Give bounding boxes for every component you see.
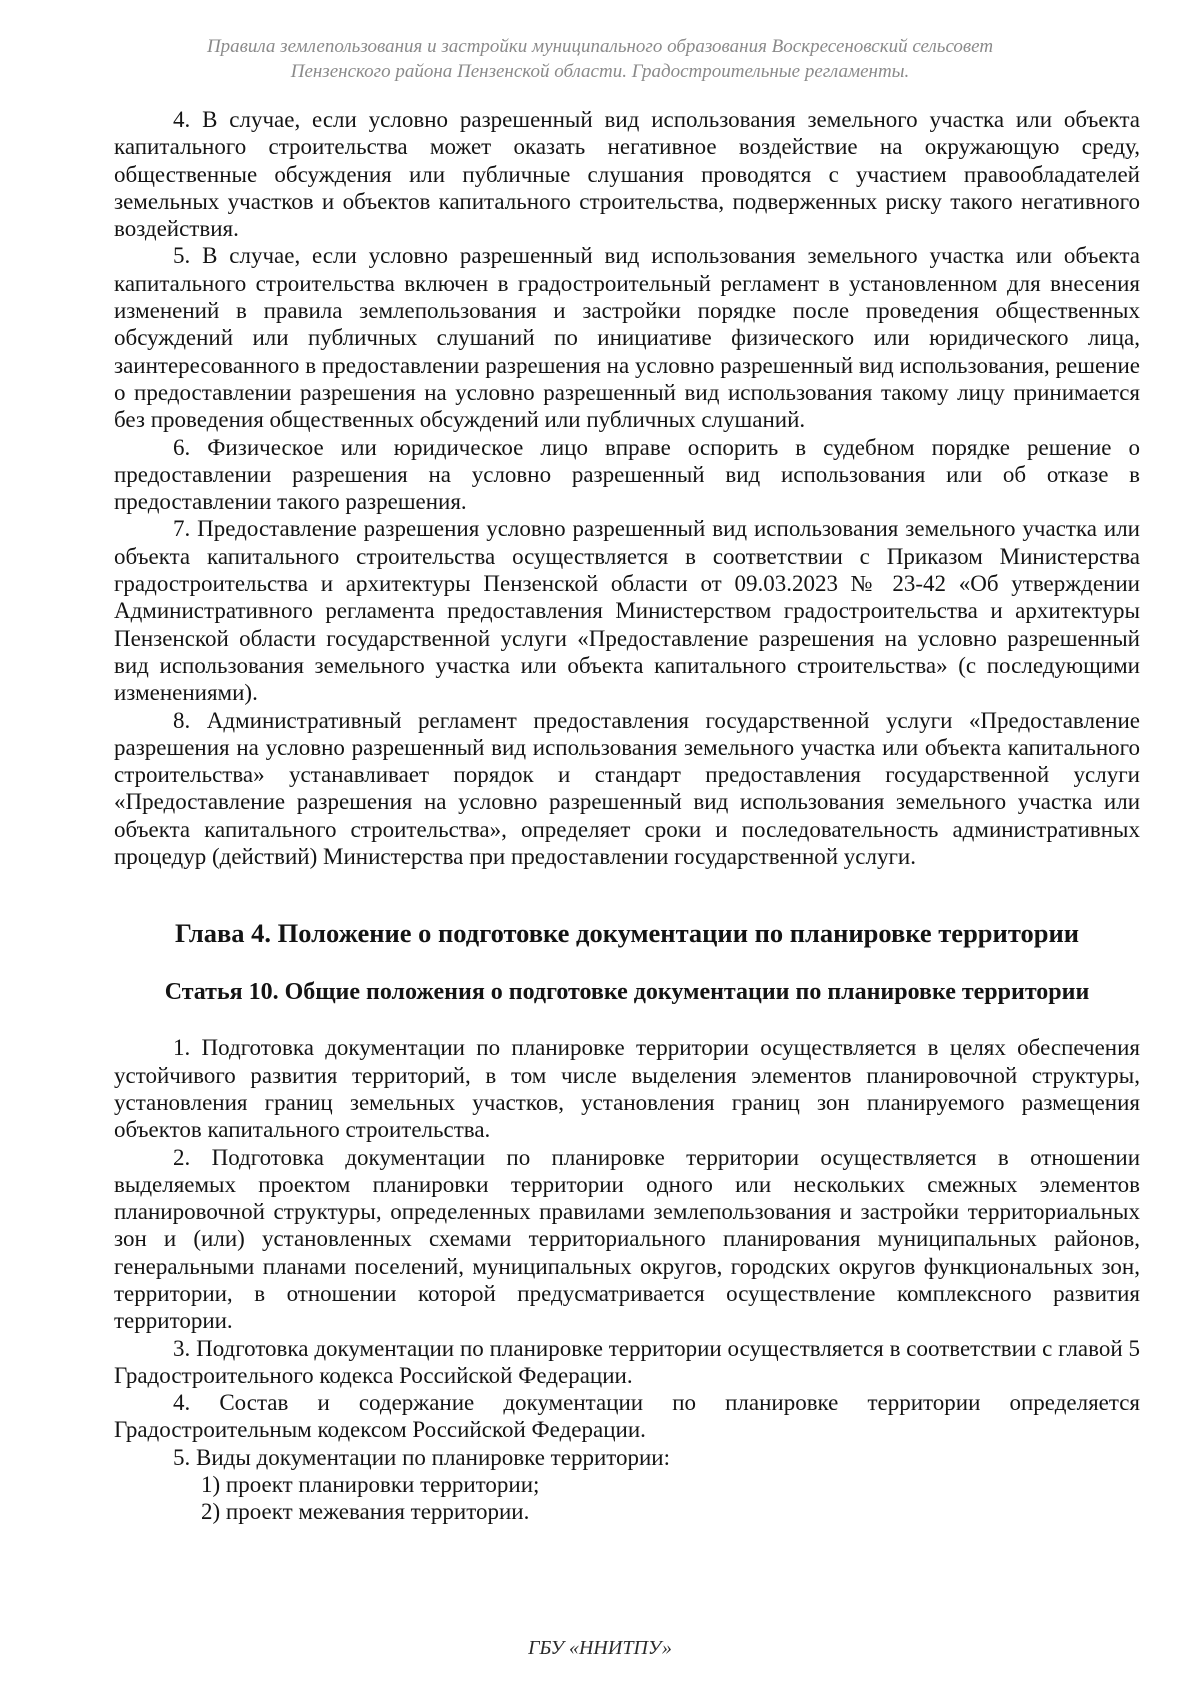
paragraph-6: 6. Физическое или юридическое лицо вправе оспорить в судебном порядке решение о предоставлении разрешения на условно разрешенный вид использования или об отказе в предоставлении такого разрешения.	[114, 434, 1140, 515]
article-paragraph-5: 5. Виды документации по планировке территории:	[173, 1444, 671, 1470]
paragraph-5: 5. В случае, если условно разрешенный вид использования земельного участка или объекта капитального строительства включен в градостроительный регламент в установленном для внесения изменений в правила землепользования и застройки порядке после проведения общественных обсуждений или публичных слушаний по инициативе физического или юридического лица, заинтересованного в предоставлении разрешения на условно разрешенный вид использования, решение о предоставлении разрешения на условно разрешенный вид использования такому лицу принимается без проведения общественных обсуждений или публичных слушаний.	[114, 243, 1140, 433]
article-paragraph-1: 1. Подготовка документации по планировке территории осуществляется в целях обеспечения устойчивого развития территорий, в том числе выделения элементов планировочной структуры, установления границ земельных участков, установления границ зон планируемого размещения объектов капитального строительства.	[114, 1035, 1140, 1143]
page-footer: ГБУ «ННИТПУ»	[528, 1637, 672, 1659]
paragraph-8: 8. Административный регламент предоставления государственной услуги «Предоставление разрешения на условно разрешенный вид использования земельного участка или объекта капитального строительства» устанавливает порядок и стандарт предоставления государственной услуги «Предоставление разрешения на условно разрешенный вид использования земельного участка или объекта капитального строительства», определяет сроки и последовательность административных процедур (действий) Министерства при предоставлении государственной услуги.	[114, 707, 1140, 870]
document-body	[114, 106, 1140, 1526]
header-line-2: Пензенского района Пензенской области. Градостроительные регламенты.	[290, 61, 910, 82]
article-paragraph-2: 2. Подготовка документации по планировке территории осуществляется в отношении выделяемых проектом планировки территории одного или нескольких смежных элементов планировочной структуры, определенных правилами землепользования и застройки территориальных зон и (или) установленных схемами территориального планирования муниципальных районов, генеральными планами поселений, муниципальных округов, городских округов функциональных зон, территории, в отношении которой предусматривается осуществление комплексного развития территории.	[114, 1144, 1140, 1334]
chapter-heading: Глава 4. Положение о подготовке документации по планировке территории	[174, 918, 1080, 949]
paragraph-7: 7. Предоставление разрешения условно разрешенный вид использования земельного участка или объекта капитального строительства осуществляется в соответствии с Приказом Министерства градостроительства и архитектуры Пензенской области от 09.03.2023 № 23-42 «Об утверждении Административного регламента предоставления Министерством градостроительства и архитектуры Пензенской области государственной услуги «Предоставление разрешения на условно разрешенный вид использования земельного участка или объекта капитального строительства» (с последующими изменениями).	[114, 516, 1140, 706]
running-header	[150, 34, 1050, 84]
list-item: 2) проект межевания территории.	[201, 1499, 530, 1525]
article-paragraph-3: 3. Подготовка документации по планировке территории осуществляется в соответствии с главой 5 Градостроительного кодекса Российской Федерации.	[114, 1335, 1140, 1388]
list-item: 1) проект планировки территории;	[201, 1472, 540, 1498]
paragraph-4: 4. В случае, если условно разрешенный вид использования земельного участка или объекта капитального строительства может оказать негативное воздействие на окружающую среду, общественные обсуждения или публичные слушания проводятся с участием правообладателей земельных участков и объектов капитального строительства, подверженных риску такого негативного воздействия.	[114, 107, 1140, 242]
article-heading: Статья 10. Общие положения о подготовке документации по планировке территории	[164, 979, 1090, 1006]
article-paragraph-4: 4. Состав и содержание документации по планировке территории определяется Градостроительным кодексом Российской Федерации.	[114, 1390, 1140, 1443]
header-line-1: Правила землепользования и застройки муниципального образования Воскресеновский сельсовет	[206, 36, 994, 57]
